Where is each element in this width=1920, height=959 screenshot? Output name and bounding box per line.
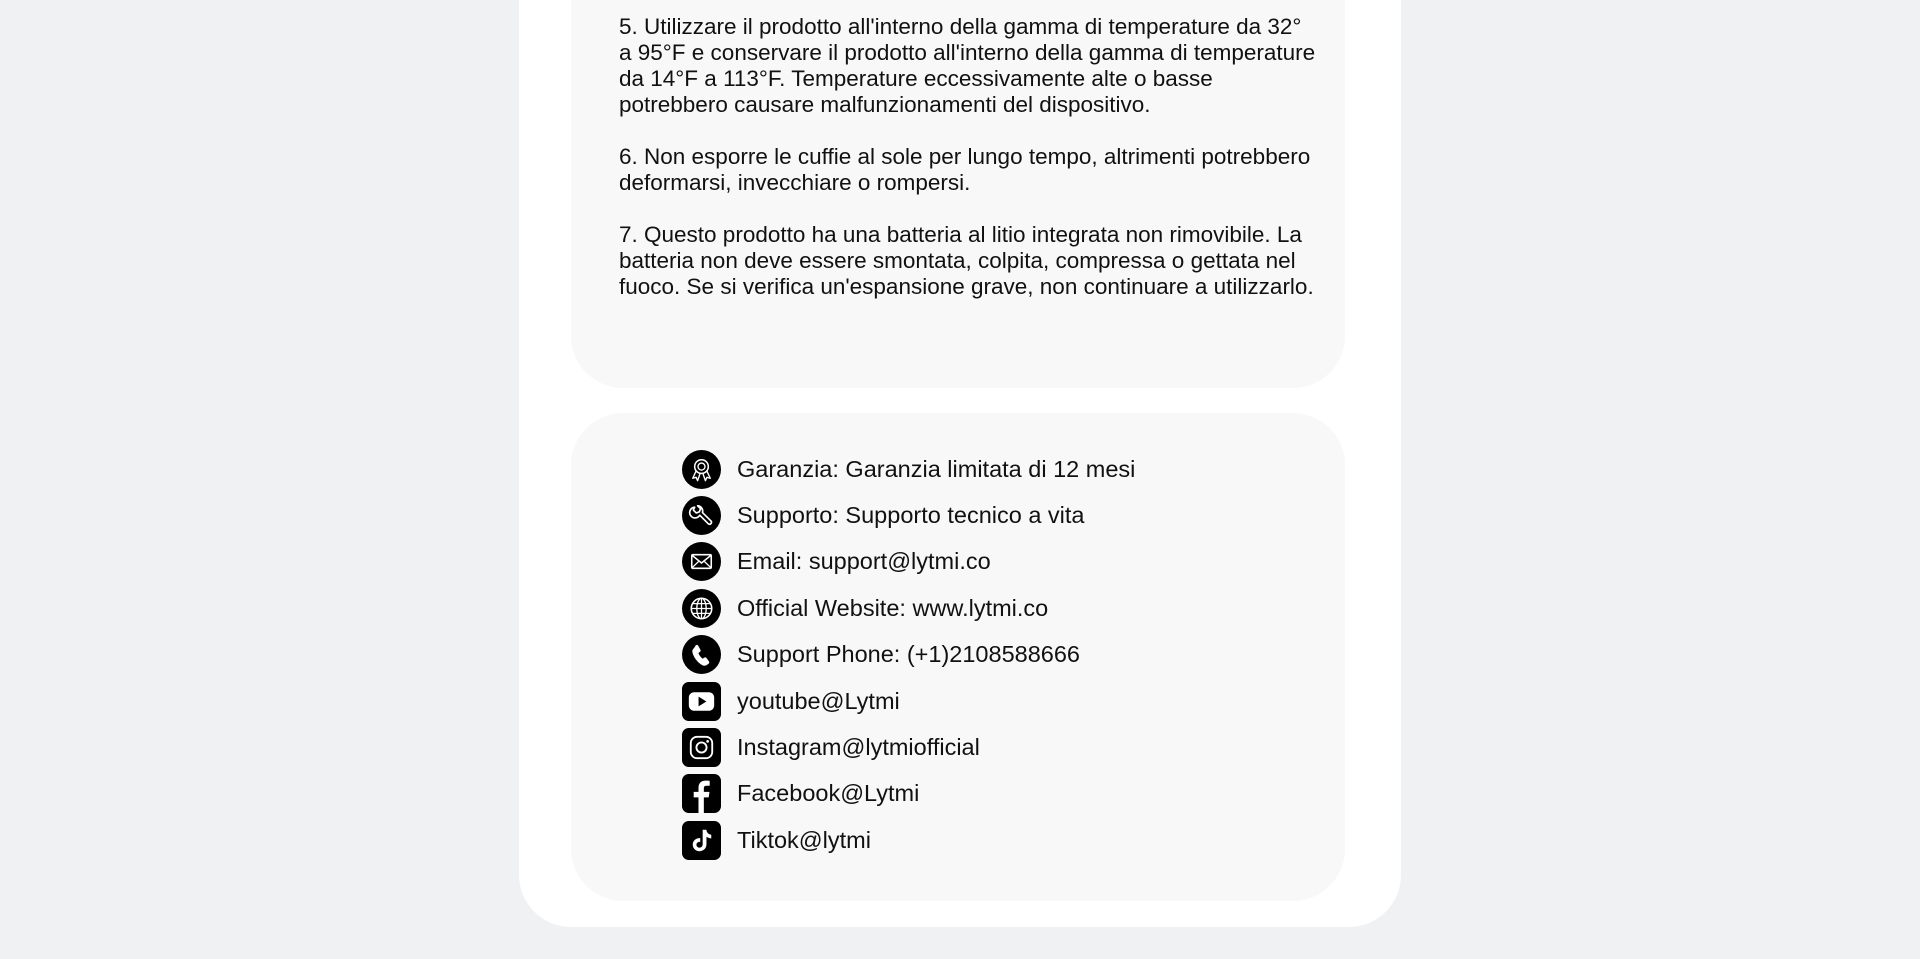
contact-item-tiktok[interactable]	[682, 817, 1135, 863]
phone-icon	[682, 635, 721, 674]
award-ribbon-icon	[682, 450, 721, 489]
contact-list	[682, 446, 1135, 864]
website-label[interactable]: Official Website: www.lytmi.co	[737, 594, 1049, 621]
warranty-label: Garanzia: Garanzia limitata di 12 mesi	[737, 455, 1136, 482]
youtube-label[interactable]: youtube@Lytmi	[737, 687, 900, 714]
contact-item-email[interactable]	[682, 539, 1135, 585]
contact-item-support	[682, 492, 1135, 538]
safety-item-6: 6. Non esporre le cuffie al sole per lungo tempo, altrimenti potrebbero deformarsi, invecchiare o rompersi.	[619, 144, 1311, 195]
contact-item-website[interactable]	[682, 585, 1135, 631]
wrench-icon	[682, 496, 721, 535]
youtube-icon	[682, 682, 721, 721]
contact-item-instagram[interactable]	[682, 724, 1135, 770]
globe-icon	[682, 589, 721, 628]
facebook-label[interactable]: Facebook@Lytmi	[737, 780, 920, 807]
envelope-icon	[682, 542, 721, 581]
safety-item-5: 5. Utilizzare il prodotto all'interno della gamma di temperature da 32° a 95°F e conservare il prodotto all'interno della gamma di temperature da 14°F a 113°F. Temperature eccessivamente alte o basse potrebbero causare malfunzionamenti del dispositivo.	[619, 14, 1316, 117]
contact-item-facebook[interactable]	[682, 771, 1135, 817]
tiktok-icon	[682, 821, 721, 860]
email-label[interactable]: Email: support@lytmi.co	[737, 548, 991, 575]
safety-item-7: 7. Questo prodotto ha una batteria al litio integrata non rimovibile. La batteria non deve essere smontata, colpita, compressa o gettata nel fuoco. Se si verifica un'espansione grave, non continuare a utilizzarlo.	[619, 222, 1314, 299]
instagram-icon	[682, 728, 721, 767]
phone-label[interactable]: Support Phone: (+1)2108588666	[737, 641, 1080, 668]
instagram-label[interactable]: Instagram@lytmiofficial	[737, 734, 980, 761]
tiktok-label[interactable]: Tiktok@lytmi	[737, 826, 871, 853]
safety-instructions	[619, 14, 1319, 326]
contact-item-youtube[interactable]	[682, 678, 1135, 724]
support-label: Supporto: Supporto tecnico a vita	[737, 502, 1085, 529]
facebook-icon	[682, 774, 721, 813]
contact-item-phone[interactable]	[682, 632, 1135, 678]
contact-item-warranty	[682, 446, 1135, 492]
